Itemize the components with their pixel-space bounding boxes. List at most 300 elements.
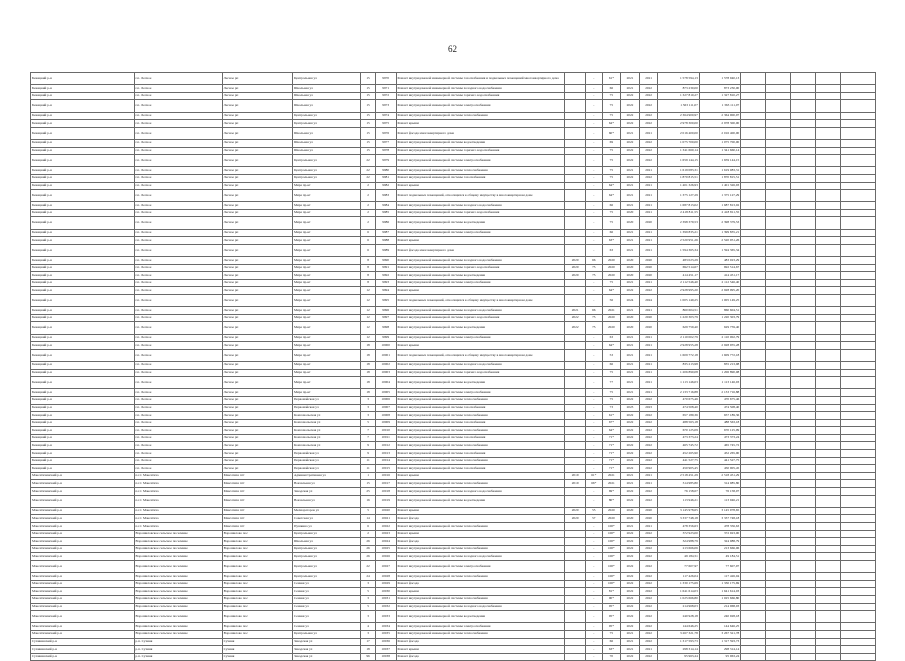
cell-settle: Лесное рп <box>222 190 292 202</box>
cell-street: Мира пр-кт <box>292 244 360 256</box>
cell-empty <box>840 112 875 120</box>
cell-empty <box>766 139 791 147</box>
cell-settle: Лесное рп <box>222 120 292 128</box>
cell-empty <box>790 653 815 661</box>
cell-fl: 71* <box>602 465 621 473</box>
table-row <box>31 369 876 377</box>
cell-loc: г.п. Лесное <box>134 389 222 397</box>
cell-empty <box>815 611 840 623</box>
cell-y1 <box>565 295 586 307</box>
cell-empty <box>741 139 766 147</box>
cell-sum: 483 023,29 <box>658 257 699 265</box>
cell-yr: 2022 <box>621 419 640 427</box>
cell-loc: г.п. Лесное <box>134 427 222 435</box>
cell-sum: 117 426,04 <box>658 573 699 581</box>
capital-repair-table <box>30 72 876 661</box>
cell-sum: 657 189,36 <box>658 412 699 420</box>
cell-house: 7 <box>361 427 375 435</box>
table-row <box>31 217 876 229</box>
cell-loc: г.п. Лесное <box>134 217 222 229</box>
cell-sum2: 1 363 111,07 <box>699 100 740 112</box>
cell-yr: 2021 <box>621 167 640 175</box>
cell-yr: 2020 <box>621 217 640 229</box>
cell-work: Ремонт крыши <box>396 342 565 350</box>
cell-work: Ремонт внутридомовой инженерной системы теплоснабжения <box>396 573 565 581</box>
cell-yr: 2021 <box>621 202 640 210</box>
cell-sum: 1 363 111,07 <box>658 100 699 112</box>
cell-mun: Бежецкий р-н <box>31 155 135 167</box>
cell-sum2: 1 399 835,21 <box>699 229 740 237</box>
cell-yr2: 2021 <box>639 307 658 315</box>
cell-empty <box>840 182 875 190</box>
cell-y1 <box>565 85 586 93</box>
cell-house: 18 <box>361 342 375 350</box>
cell-settle: Лесное рп <box>222 287 292 295</box>
cell-sum2: 1 025 666,80 <box>699 595 740 603</box>
cell-mun: Максатихинский р-н <box>31 588 135 596</box>
cell-id: 10010 <box>375 427 396 435</box>
cell-empty <box>840 465 875 473</box>
cell-yr: 2021 <box>621 369 640 377</box>
cell-work: Ремонт внутридомовой инженерной системы холодного водоснабжения <box>396 307 565 315</box>
cell-empty <box>766 264 791 272</box>
cell-empty <box>741 361 766 369</box>
cell-street: Советская ул <box>292 515 360 523</box>
cell-empty <box>766 349 791 361</box>
cell-pct: - <box>585 465 602 473</box>
cell-empty <box>840 287 875 295</box>
cell-house: 15 <box>361 139 375 147</box>
cell-work: Ремонт подвальных помещений, относящихся к общему имуществу в многоквартирном доме <box>396 190 565 202</box>
cell-house: 15 <box>361 100 375 112</box>
cell-loc: г.п. Лесное <box>134 287 222 295</box>
cell-yr: 2022 <box>621 120 640 128</box>
cell-y1 <box>565 377 586 389</box>
cell-y1 <box>565 73 586 85</box>
cell-pct: - <box>585 202 602 210</box>
cell-mun: Бежецкий р-н <box>31 457 135 465</box>
cell-empty <box>766 457 791 465</box>
cell-loc: г.п. Лесное <box>134 257 222 265</box>
cell-sum: 2 110 002,79 <box>658 334 699 342</box>
cell-house: 3 <box>361 412 375 420</box>
cell-settle: Лесное рп <box>222 450 292 458</box>
cell-yr2: 2021 <box>639 190 658 202</box>
cell-street: Центральная ул <box>292 545 360 553</box>
cell-house: 12 <box>361 287 375 295</box>
cell-mun: Бежецкий р-н <box>31 434 135 442</box>
cell-house: 7 <box>361 434 375 442</box>
cell-empty <box>840 623 875 631</box>
table-row <box>31 603 876 611</box>
cell-sum2: 1 619 083,31 <box>699 167 740 175</box>
cell-y1: 2020 <box>565 272 586 280</box>
cell-empty <box>840 237 875 245</box>
cell-sum: 692 514,67 <box>658 264 699 272</box>
table-row <box>31 538 876 546</box>
cell-y1 <box>565 434 586 442</box>
cell-settle: Лесное рп <box>222 295 292 307</box>
cell-settle: Лесное рп <box>222 369 292 377</box>
cell-settle: Лесное рп <box>222 349 292 361</box>
cell-street: Мира пр-кт <box>292 217 360 229</box>
cell-house: 15 <box>361 73 375 85</box>
cell-empty <box>790 480 815 488</box>
cell-loc: Ворошиловское сельское поселение <box>134 611 222 623</box>
table-row <box>31 100 876 112</box>
cell-fl: 69 <box>602 139 621 147</box>
cell-mun: Бежецкий р-н <box>31 307 135 315</box>
table-row <box>31 630 876 638</box>
cell-empty <box>790 127 815 139</box>
cell-mun: Бежецкий р-н <box>31 442 135 450</box>
cell-y1 <box>565 573 586 581</box>
cell-id: 10028 <box>375 573 396 581</box>
cell-pct: 75 <box>585 322 602 334</box>
cell-street: Мира пр-кт <box>292 257 360 265</box>
cell-empty <box>741 595 766 603</box>
cell-id: 9975 <box>375 120 396 128</box>
cell-work: Ремонт внутридомовой инженерной системы электроснабжения <box>396 229 565 237</box>
cell-pct: - <box>585 389 602 397</box>
cell-y1 <box>565 202 586 210</box>
cell-mun: Максатихинский р-н <box>31 595 135 603</box>
cell-yr: 2021 <box>621 377 640 389</box>
cell-empty <box>766 322 791 334</box>
cell-empty <box>840 202 875 210</box>
cell-empty <box>766 646 791 654</box>
cell-empty <box>741 611 766 623</box>
cell-settle: Лесное рп <box>222 307 292 315</box>
cell-empty <box>840 573 875 581</box>
cell-id: 9984 <box>375 202 396 210</box>
cell-settle: Максатиха пгт <box>222 495 292 507</box>
cell-empty <box>766 92 791 100</box>
cell-loc: г.п. Лесное <box>134 434 222 442</box>
cell-street: Центральная ул <box>292 73 360 85</box>
cell-work: Ремонт внутридомовой инженерной системы горячего водоснабжения <box>396 209 565 217</box>
cell-settle: Лесное рп <box>222 404 292 412</box>
cell-yr2: 2020 <box>639 257 658 265</box>
cell-empty <box>790 209 815 217</box>
cell-sum: 478 356,63 <box>658 523 699 531</box>
cell-empty <box>766 120 791 128</box>
cell-empty <box>741 412 766 420</box>
cell-mun: Бежецкий р-н <box>31 287 135 295</box>
cell-sum2: 95 963,24 <box>699 653 740 661</box>
table-row <box>31 560 876 572</box>
cell-loc: р.п. Сухиня <box>134 646 222 654</box>
cell-empty <box>766 638 791 646</box>
cell-id: 9998 <box>375 322 396 334</box>
cell-empty <box>741 630 766 638</box>
cell-empty <box>766 112 791 120</box>
cell-yr2: 2022 <box>639 147 658 155</box>
cell-settle: Лесное рп <box>222 465 292 473</box>
cell-mun: Бежецкий р-н <box>31 127 135 139</box>
cell-yr2: 2021 <box>639 369 658 377</box>
cell-empty <box>741 588 766 596</box>
cell-empty <box>766 573 791 581</box>
cell-loc: г.п. Лесное <box>134 264 222 272</box>
cell-yr: 2022 <box>621 603 640 611</box>
cell-empty <box>840 377 875 389</box>
cell-loc: г.п. Лесное <box>134 442 222 450</box>
cell-work: Ремонт внутридомовой инженерной системы газоснабжения <box>396 419 565 427</box>
cell-sum: 1 687 813,02 <box>658 202 699 210</box>
cell-house: 22 <box>361 560 375 572</box>
cell-empty <box>741 450 766 458</box>
cell-empty <box>790 646 815 654</box>
cell-pct: - <box>585 182 602 190</box>
cell-fl: 100* <box>602 523 621 531</box>
cell-sum: 324 988,79 <box>658 538 699 546</box>
cell-fl: 71* <box>602 434 621 442</box>
cell-work: Ремонт внутридомовой инженерной системы водоотведения <box>396 377 565 389</box>
cell-mun: Максатихинский р-н <box>31 560 135 572</box>
cell-settle: Ворошилово пос <box>222 545 292 553</box>
cell-loc: р.п. Сухиня <box>134 638 222 646</box>
cell-empty <box>766 279 791 287</box>
cell-empty <box>741 85 766 93</box>
cell-sum: 670 125,09 <box>658 427 699 435</box>
table-row <box>31 495 876 507</box>
cell-pct: - <box>585 229 602 237</box>
cell-yr: 2022 <box>621 155 640 167</box>
cell-empty <box>766 653 791 661</box>
cell-yr: 2021 <box>621 480 640 488</box>
cell-work: Ремонт подвальных помещений, относящихся к общему имуществу в многоквартирном доме <box>396 349 565 361</box>
cell-settle: Лесное рп <box>222 155 292 167</box>
cell-pct: - <box>585 573 602 581</box>
cell-sum2: 324 988,79 <box>699 538 740 546</box>
cell-work: Ремонт внутридомовой инженерной системы горячего водоснабжения <box>396 314 565 322</box>
cell-y1 <box>565 603 586 611</box>
table-row <box>31 480 876 488</box>
cell-mun: Бежецкий р-н <box>31 229 135 237</box>
cell-sum: 1 206 890,08 <box>658 369 699 377</box>
cell-work: Ремонт внутридомовой инженерной системы теплоснабжения <box>396 112 565 120</box>
cell-sum2: 298 314,14 <box>699 646 740 654</box>
cell-yr: 2020 <box>621 515 640 523</box>
cell-settle: Лесное рп <box>222 217 292 229</box>
cell-empty <box>840 155 875 167</box>
cell-settle: Лесное рп <box>222 377 292 389</box>
cell-settle: Лесное рп <box>222 412 292 420</box>
table-row <box>31 287 876 295</box>
cell-street: Сенная ул <box>292 595 360 603</box>
cell-empty <box>741 182 766 190</box>
cell-empty <box>840 434 875 442</box>
cell-id: 10034 <box>375 623 396 631</box>
table-row <box>31 545 876 553</box>
cell-mun: Максатихинский р-н <box>31 545 135 553</box>
cell-work: Ремонт подвальных помещений, относящихся к общему имуществу в многоквартирном доме <box>396 295 565 307</box>
cell-fl: 100* <box>602 560 621 572</box>
cell-house: 15 <box>361 92 375 100</box>
capital-repair-table-container <box>30 72 876 659</box>
cell-id: 10006 <box>375 396 396 404</box>
cell-street: Мира пр-кт <box>292 264 360 272</box>
cell-settle: Лесное рп <box>222 112 292 120</box>
cell-sum2: 76 158,07 <box>699 488 740 496</box>
cell-empty <box>790 404 815 412</box>
cell-yr2: 2021 <box>639 182 658 190</box>
cell-mun: Максатихинский р-н <box>31 472 135 480</box>
cell-yr: 2021 <box>621 638 640 646</box>
cell-house: 25 <box>361 488 375 496</box>
cell-y1 <box>565 412 586 420</box>
cell-id: 10018 <box>375 488 396 496</box>
cell-loc: Ворошиловское сельское поселение <box>134 595 222 603</box>
cell-mun: Бежецкий р-н <box>31 396 135 404</box>
cell-y1 <box>565 450 586 458</box>
cell-yr: 2021 <box>621 190 640 202</box>
table-body <box>31 73 876 661</box>
cell-street: Мира пр-кт <box>292 287 360 295</box>
cell-yr: 2022 <box>621 287 640 295</box>
cell-sum2: 1 578 940,13 <box>699 73 740 85</box>
cell-street: Центральная ул <box>292 530 360 538</box>
cell-street: Заводская ул <box>292 488 360 496</box>
cell-empty <box>815 396 840 404</box>
cell-house: 15 <box>361 112 375 120</box>
cell-work: Ремонт крыши <box>396 588 565 596</box>
cell-yr: 2022 <box>621 488 640 496</box>
cell-yr2: 2021 <box>639 229 658 237</box>
cell-loc: г.п. Лесное <box>134 182 222 190</box>
cell-house: 2 <box>361 530 375 538</box>
cell-y1 <box>565 147 586 155</box>
cell-yr2: 2022 <box>639 100 658 112</box>
cell-pct: - <box>585 442 602 450</box>
cell-pct: - <box>585 419 602 427</box>
cell-sum: 1 578 594,13 <box>658 73 699 85</box>
cell-empty <box>815 560 840 572</box>
cell-id: 10038 <box>375 653 396 661</box>
cell-house: 8 <box>361 264 375 272</box>
table-row <box>31 580 876 588</box>
cell-y1 <box>565 623 586 631</box>
cell-loc: г.п. Лесное <box>134 349 222 361</box>
cell-yr: 2022 <box>621 442 640 450</box>
cell-sum: 2 518 451,29 <box>658 472 699 480</box>
cell-y1 <box>565 229 586 237</box>
cell-empty <box>840 523 875 531</box>
cell-yr: 2022 <box>621 139 640 147</box>
table-row <box>31 412 876 420</box>
cell-yr2: 2022 <box>639 465 658 473</box>
cell-house: 3 <box>361 580 375 588</box>
cell-fl: 2020 <box>602 264 621 272</box>
cell-fl: 56 <box>602 295 621 307</box>
cell-work: Ремонт внутридомовой инженерной системы электроснабжения <box>396 155 565 167</box>
table-row <box>31 638 876 646</box>
cell-empty <box>840 427 875 435</box>
cell-yr2: 2022 <box>639 623 658 631</box>
cell-house: 18 <box>361 646 375 654</box>
cell-mun: Бежецкий р-н <box>31 450 135 458</box>
cell-fl: 95* <box>602 611 621 623</box>
cell-fl: 75 <box>602 167 621 175</box>
cell-fl: 71* <box>602 457 621 465</box>
cell-settle: Лесное рп <box>222 389 292 397</box>
cell-empty <box>766 530 791 538</box>
cell-empty <box>790 427 815 435</box>
cell-work: Ремонт внутридомовой инженерной системы теплоснабжения <box>396 480 565 488</box>
cell-empty <box>790 573 815 581</box>
cell-empty <box>741 530 766 538</box>
cell-empty <box>766 488 791 496</box>
cell-house: 5 <box>361 507 375 515</box>
cell-house: 8 <box>361 272 375 280</box>
cell-empty <box>815 314 840 322</box>
cell-empty <box>741 377 766 389</box>
cell-house: 4 <box>361 623 375 631</box>
cell-street: Мира пр-кт <box>292 190 360 202</box>
cell-empty <box>741 653 766 661</box>
cell-empty <box>741 580 766 588</box>
table-row <box>31 507 876 515</box>
cell-empty <box>815 264 840 272</box>
cell-house: 6 <box>361 237 375 245</box>
cell-sum: 629 759,40 <box>658 322 699 334</box>
cell-settle: Ворошилово пос <box>222 611 292 623</box>
cell-loc: п.г.т. Максатиха <box>134 515 222 523</box>
cell-yr: 2022 <box>621 538 640 546</box>
cell-sum2: 873 230,00 <box>699 85 740 93</box>
cell-house: 15 <box>361 480 375 488</box>
cell-empty <box>766 257 791 265</box>
cell-yr2: 2020 <box>639 264 658 272</box>
cell-yr2: 2022 <box>639 419 658 427</box>
cell-pct: - <box>585 396 602 404</box>
cell-empty <box>790 295 815 307</box>
cell-empty <box>766 595 791 603</box>
cell-sum: 1 641 614,03 <box>658 588 699 596</box>
cell-empty <box>790 264 815 272</box>
cell-mun: Максатихинский р-н <box>31 515 135 523</box>
cell-work: Ремонт фасада <box>396 653 565 661</box>
cell-empty <box>741 472 766 480</box>
cell-empty <box>790 73 815 85</box>
cell-id: 9983 <box>375 190 396 202</box>
cell-sum2: 117 426,04 <box>699 573 740 581</box>
cell-empty <box>840 307 875 315</box>
cell-sum2: 1 594 365,34 <box>699 244 740 256</box>
cell-yr: 2021 <box>621 237 640 245</box>
cell-id: 10037 <box>375 646 396 654</box>
cell-sum: 414 451,17 <box>658 272 699 280</box>
cell-loc: г.п. Лесное <box>134 396 222 404</box>
cell-mun: Бежецкий р-н <box>31 237 135 245</box>
cell-empty <box>840 580 875 588</box>
cell-fl: 60* <box>602 127 621 139</box>
cell-yr2: 2021 <box>639 342 658 350</box>
cell-sum2: 49 184,51 <box>699 553 740 561</box>
cell-loc: г.п. Лесное <box>134 377 222 389</box>
cell-pct: - <box>585 190 602 202</box>
cell-empty <box>766 404 791 412</box>
cell-street: Комсомольская ул <box>292 427 360 435</box>
cell-settle: Лесное рп <box>222 73 292 85</box>
cell-sum2: 1 220 303,79 <box>699 314 740 322</box>
cell-mun: Бежецкий р-н <box>31 73 135 85</box>
cell-fl: 64* <box>602 287 621 295</box>
cell-street: Мира пр-кт <box>292 279 360 287</box>
cell-loc: Ворошиловское сельское поселение <box>134 573 222 581</box>
cell-id: 10003 <box>375 369 396 377</box>
